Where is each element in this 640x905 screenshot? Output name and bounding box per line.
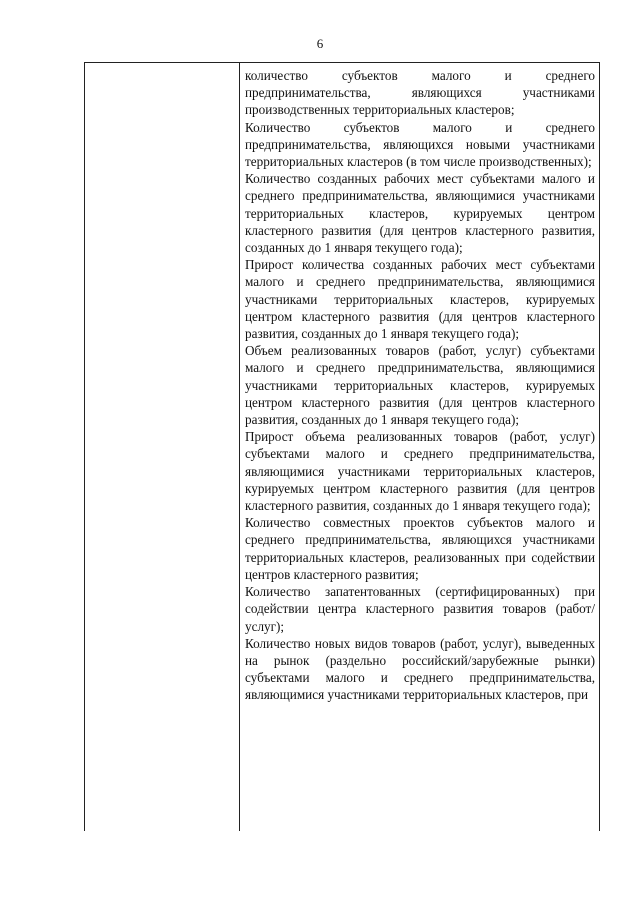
indicator-item: Количество новых видов товаров (работ, услуг), выведенных на рынок (раздельно российский/зарубежные рынки) субъектами малого и среднего предпринимательства, являющимися участниками территориальных кластеров, при (245, 635, 595, 703)
table-right-cell (245, 67, 595, 704)
indicator-item: Прирост количества созданных рабочих мест субъектами малого и среднего предпринимательства, являющимися участниками территориальных кластеров, курируемых центром кластерного развития (для центров кластерного развития, созданных до 1 января текущего года); (245, 257, 595, 342)
indicator-item: Количество созданных рабочих мест субъектами малого и среднего предпринимательства, являющимися участниками территориальных кластеров, курируемых центром кластерного развития (для центров кластерного развития, созданных до 1 января текущего года); (245, 171, 595, 256)
indicator-item: количество субъектов малого и среднего предпринимательства, являющихся участниками производственных территориальных кластеров; (245, 68, 595, 118)
indicator-item: Объем реализованных товаров (работ, услуг) субъектами малого и среднего предпринимательства, являющимися участниками территориальных кластеров, курируемых центром кластерного развития (для центров кластерного развития, созданных до 1 января текущего года); (245, 343, 595, 428)
indicator-item: Количество совместных проектов субъектов малого и среднего предпринимательства, являющихся участниками территориальных кластеров, реализованных при содействии центров кластерного развития; (245, 515, 595, 582)
indicators-table (84, 62, 600, 831)
page-number: 6 (316, 36, 324, 51)
table-left-cell (85, 63, 240, 831)
indicator-item: Прирост объема реализованных товаров (работ, услуг) субъектами малого и среднего предпринимательства, являющимися участниками территориальных кластеров, курируемых центром кластерного развития (для центров кластерного развития, созданных до 1 января текущего года); (245, 429, 595, 514)
indicator-item: Количество запатентованных (сертифицированных) при содействии центра кластерного развития товаров (работ/услуг); (245, 584, 595, 634)
indicator-item: Количество субъектов малого и среднего предпринимательства, являющихся новыми участниками территориальных кластеров (в том числе производственных); (245, 119, 595, 170)
